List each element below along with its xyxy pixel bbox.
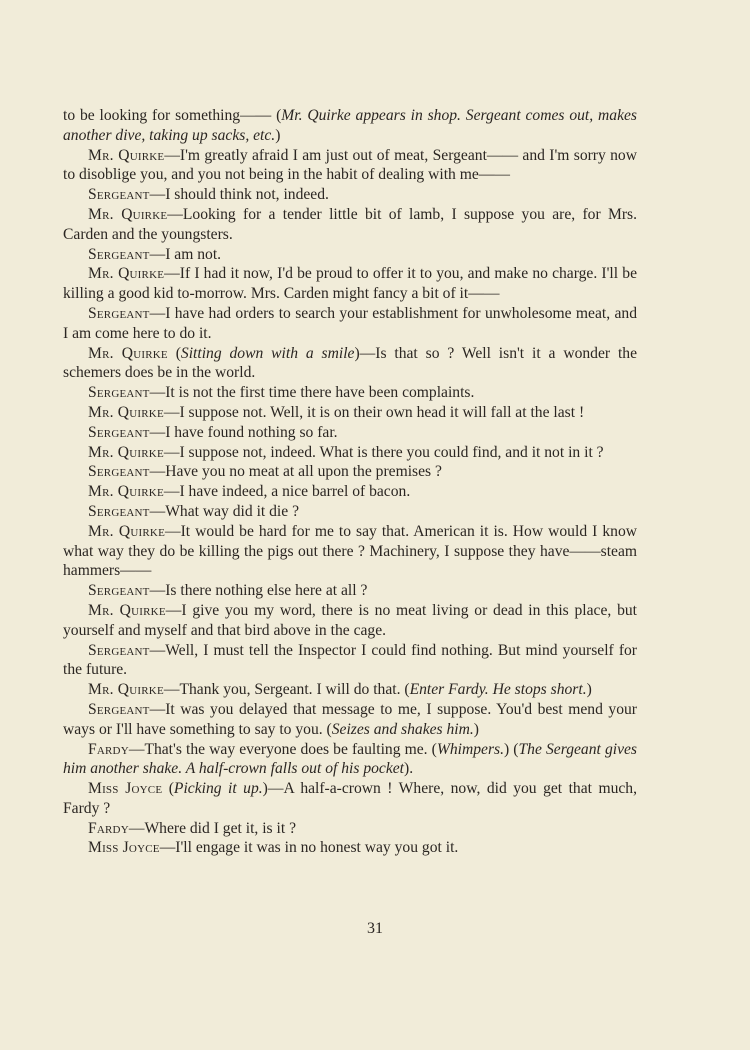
dialogue-text: —I give you my word, there is no meat living or dead in this place, but yourself and myself and that bird above in the cage. [63, 601, 637, 639]
dialogue-paragraph [63, 423, 637, 443]
speaker-name: Sergeant [88, 463, 150, 481]
stage-direction: Picking it up. [173, 780, 263, 798]
dialogue-paragraph [63, 522, 637, 581]
dialogue-text: —If I had it now, I'd be proud to offer it to you, and make no charge. I'll be killing a good kid to-morrow. Mrs. Carden might fancy a bit of it—— [63, 265, 637, 303]
dialogue-paragraph [63, 641, 637, 681]
dialogue-text: —What way did it die ? [149, 502, 300, 520]
speaker-name: Sergeant [88, 186, 150, 204]
dialogue-text: —I suppose not, indeed. What is there you could find, and it not in it ? [163, 443, 604, 461]
speaker-name: Sergeant [88, 700, 150, 718]
speaker-name: Sergeant [88, 502, 150, 520]
dialogue-paragraph [63, 581, 637, 601]
dialogue-text: —I should think not, indeed. [149, 186, 329, 204]
stage-direction: Mr. Quirke appears in shop. Sergeant comes out, makes another dive, taking up sacks, etc. [63, 107, 637, 144]
dialogue-paragraph [63, 245, 637, 265]
speaker-name: Mr. Quirke [88, 403, 164, 421]
dialogue-text: )—A half-a-crown ! Where, now, did you get that much, Fardy ? [63, 780, 637, 817]
dialogue-paragraph [63, 838, 637, 858]
dialogue-paragraph [63, 601, 637, 641]
page-body-text [63, 106, 637, 858]
dialogue-text: ( [276, 107, 282, 124]
speaker-name: Sergeant [88, 384, 150, 402]
dialogue-text: ) [586, 681, 592, 699]
dialogue-paragraph [63, 146, 637, 186]
dialogue-text: —It is not the first time there have been complaints. [149, 384, 475, 402]
dialogue-text: —I suppose not. Well, it is on their own head it will fall at the last ! [163, 403, 585, 421]
speaker-name: Mr. Quirke [88, 146, 165, 164]
dialogue-text: —I have had orders to search your establishment for unwholesome meat, and I am come here to do it. [63, 304, 637, 342]
speaker-name: Sergeant [88, 304, 150, 322]
dialogue-paragraph [63, 700, 637, 740]
speaker-name: Mr. Quirke [88, 265, 165, 283]
speaker-name: Mr. Quirke [88, 601, 166, 619]
dialogue-text: ( [162, 780, 174, 798]
dialogue-paragraph [63, 443, 637, 463]
dialogue-paragraph [63, 819, 637, 839]
dialogue-text: —Is there nothing else here at all ? [149, 582, 368, 600]
dialogue-text: —Looking for a tender little bit of lamb, I suppose you are, for Mrs. Carden and the youngsters. [63, 205, 638, 243]
stage-direction: Seizes and shakes him. [331, 720, 474, 738]
page-number: 31 [367, 920, 383, 937]
dialogue-text: ) ( [504, 740, 519, 758]
stage-direction: Enter Fardy. He stops short. [409, 681, 587, 699]
dialogue-paragraph [63, 680, 637, 700]
speaker-name: Mr. Quirke [88, 681, 164, 699]
dialogue-text: ) [473, 720, 479, 738]
dialogue-paragraph [63, 383, 637, 403]
stage-direction: The Sergeant gives him another shake. A half-crown falls out of his pocket [63, 740, 637, 778]
dialogue-paragraph [63, 482, 637, 502]
dialogue-text: ) [275, 126, 281, 144]
speaker-name: Fardy [88, 819, 129, 837]
stage-direction: Whimpers. [436, 740, 504, 758]
dialogue-text: —I'm greatly afraid I am just out of meat, Sergeant—— and I'm sorry now to disoblige you, and you not being in the habit of dealing with me—— [63, 146, 637, 184]
speaker-name: Mr. Quirke [88, 344, 168, 362]
speaker-name: Miss Joyce [88, 780, 163, 798]
dialogue-text: —I am not. [149, 245, 222, 263]
dialogue-paragraph [63, 462, 637, 482]
speaker-name: Mr. Quirke [88, 522, 165, 540]
dialogue-text: ( [167, 344, 181, 362]
dialogue-text: —Have you no meat at all upon the premises ? [149, 463, 442, 481]
dialogue-text: —That's the way everyone does be faulting me. ( [128, 740, 437, 758]
speaker-name: Mr. Quirke [88, 205, 168, 223]
dialogue-text: —Thank you, Sergeant. I will do that. ( [163, 681, 410, 699]
dialogue-text: ). [404, 760, 414, 778]
dialogue-paragraph [63, 304, 637, 344]
dialogue-paragraph [63, 502, 637, 522]
dialogue-text: )—Is that so ? Well isn't it a wonder the schemers does be in the world. [63, 344, 637, 382]
speaker-name: Sergeant [88, 245, 150, 263]
dialogue-paragraph [63, 185, 637, 205]
dialogue-text: —It would be hard for me to say that. American it is. How would I know what way they do be killing the pigs out there ? Machinery, I suppose they have——steam hammers—— [63, 522, 637, 580]
speaker-name: Sergeant [88, 641, 150, 659]
dialogue-text: —I have indeed, a nice barrel of bacon. [163, 483, 411, 501]
dialogue-text: —I'll engage it was in no honest way you got it. [159, 839, 459, 857]
dialogue-paragraph [63, 779, 637, 819]
dialogue-paragraph [63, 740, 637, 780]
dialogue-text: —Well, I must tell the Inspector I could find nothing. But mind yourself for the future. [63, 641, 637, 679]
dialogue-text: to be looking for something—— [63, 107, 277, 124]
dialogue-text: —It was you delayed that message to me, I suppose. You'd best mend your ways or I'll have something to say to you. ( [63, 700, 637, 738]
speaker-name: Sergeant [88, 582, 150, 600]
speaker-name: Miss Joyce [88, 839, 160, 857]
speaker-name: Mr. Quirke [88, 483, 164, 501]
dialogue-paragraph [63, 264, 637, 304]
dialogue-paragraph [63, 403, 637, 423]
dialogue-paragraph [63, 106, 637, 146]
dialogue-paragraph [63, 344, 637, 384]
speaker-name: Mr. Quirke [88, 443, 164, 461]
dialogue-text: —I have found nothing so far. [149, 423, 338, 441]
speaker-name: Sergeant [88, 423, 150, 441]
dialogue-paragraph [63, 205, 637, 245]
stage-direction: Sitting down with a smile [180, 344, 355, 362]
dialogue-text: —Where did I get it, is it ? [128, 819, 296, 837]
speaker-name: Fardy [88, 740, 129, 758]
